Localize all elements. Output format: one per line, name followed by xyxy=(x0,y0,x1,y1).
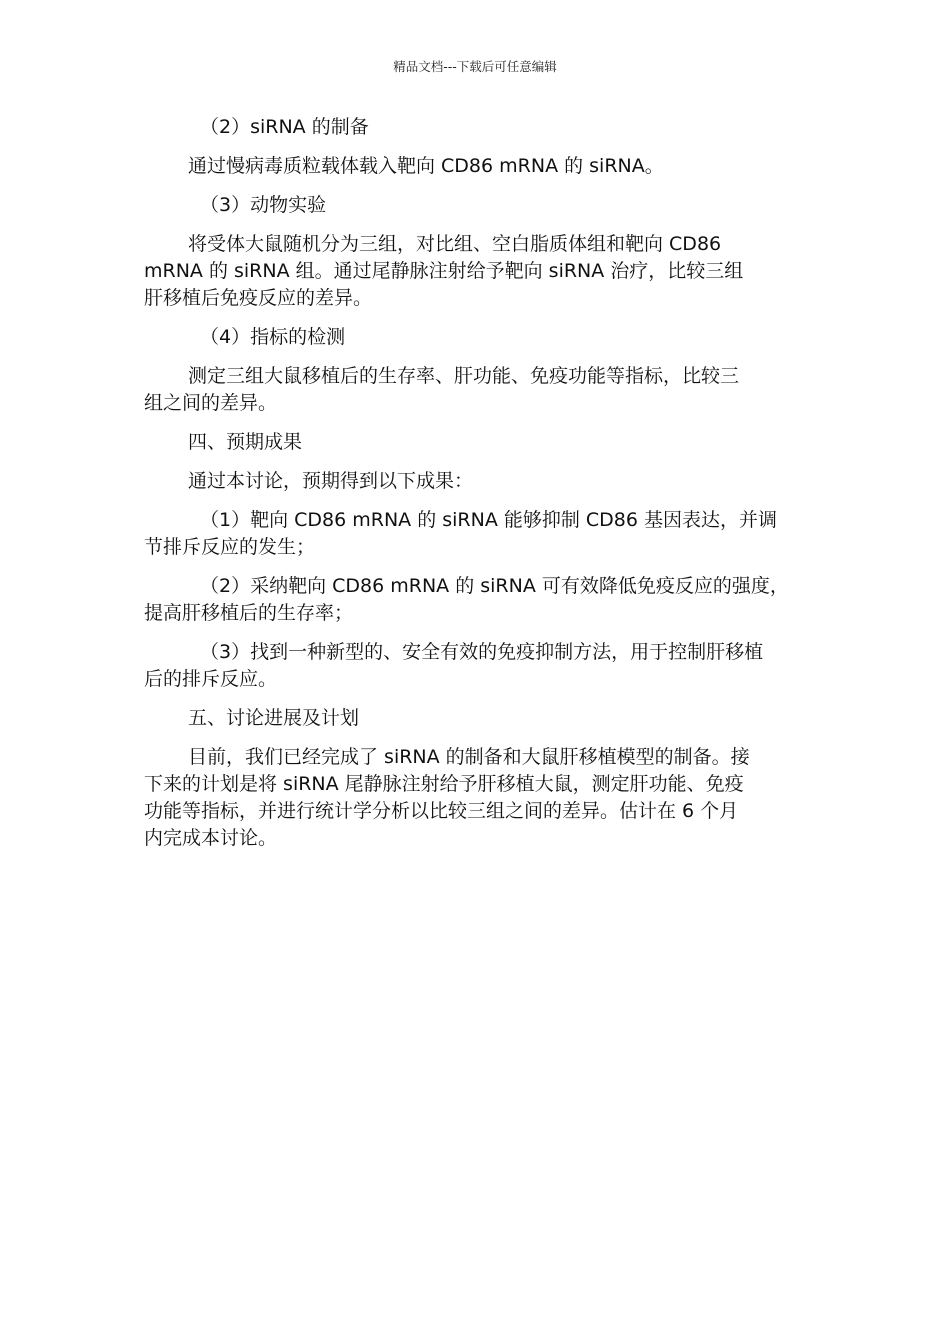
paragraph xyxy=(144,507,812,561)
text-line: 内完成本讨论。 xyxy=(144,827,278,849)
text-line: 下来的计划是将 siRNA 尾静脉注射给予肝移植大鼠，测定肝功能、免疫 xyxy=(144,773,744,795)
text-line: 功能等指标，并进行统计学分析以比较三组之间的差异。估计在 6 个月 xyxy=(144,800,739,822)
text-line: 将受体大鼠随机分为三组，对比组、空白脂质体组和靶向 CD86 xyxy=(188,233,722,255)
paragraph xyxy=(144,468,812,495)
paragraph xyxy=(144,363,812,417)
text-line: 通过慢病毒质粒载体载入靶向 CD86 mRNA 的 siRNA。 xyxy=(188,155,664,177)
text-line: 节排斥反应的发生； xyxy=(144,536,316,558)
paragraph xyxy=(144,324,812,351)
paragraph xyxy=(144,231,812,312)
page-header: 精品文档---下载后可任意编辑 xyxy=(393,59,557,74)
text-line: 五、讨论进展及计划 xyxy=(188,707,360,729)
text-line: 四、预期成果 xyxy=(188,431,303,453)
paragraph xyxy=(144,744,812,852)
document-body xyxy=(144,114,812,864)
text-line: 组之间的差异。 xyxy=(144,392,278,414)
paragraph xyxy=(144,114,812,141)
text-line: （1）靶向 CD86 mRNA 的 siRNA 能够抑制 CD86 基因表达，并调 xyxy=(200,509,778,531)
paragraph xyxy=(144,192,812,219)
text-line: 测定三组大鼠移植后的生存率、肝功能、免疫功能等指标，比较三 xyxy=(188,365,740,387)
paragraph xyxy=(144,153,812,180)
text-line: （4）指标的检测 xyxy=(200,326,346,348)
text-line: 目前，我们已经完成了 siRNA 的制备和大鼠肝移植模型的制备。接 xyxy=(188,746,750,768)
text-line: （3）找到一种新型的、安全有效的免疫抑制方法，用于控制肝移植 xyxy=(200,641,764,663)
paragraph xyxy=(144,429,812,456)
paragraph xyxy=(144,639,812,693)
text-line: mRNA 的 siRNA 组。通过尾静脉注射给予靶向 siRNA 治疗，比较三组 xyxy=(144,260,744,282)
paragraph xyxy=(144,705,812,732)
text-line: （2）siRNA 的制备 xyxy=(200,116,369,138)
text-line: 提高肝移植后的生存率； xyxy=(144,602,354,624)
text-line: （3）动物实验 xyxy=(200,194,327,216)
text-line: 通过本讨论，预期得到以下成果： xyxy=(188,470,474,492)
paragraph xyxy=(144,573,812,627)
text-line: （2）采纳靶向 CD86 mRNA 的 siRNA 可有效降低免疫反应的强度， xyxy=(200,575,789,597)
text-line: 肝移植后免疫反应的差异。 xyxy=(144,287,373,309)
text-line: 后的排斥反应。 xyxy=(144,668,278,690)
